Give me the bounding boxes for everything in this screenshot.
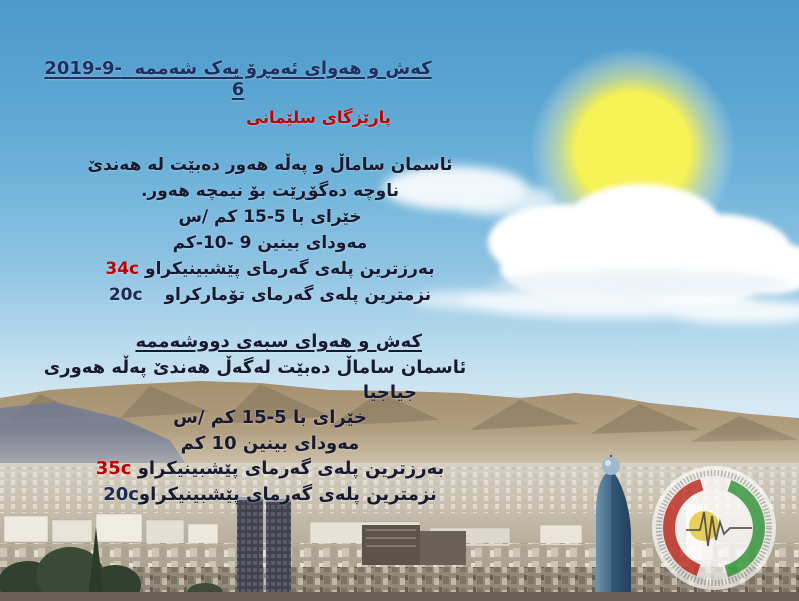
today-sky-line1: ئاسمان ساماڵ و پەڵە هەور دەبێت لە هەندێ bbox=[87, 155, 453, 175]
today-heading bbox=[40, 58, 436, 100]
tomorrow-heading: کەش و هەوای سبەی دووشەممە bbox=[135, 331, 422, 352]
construction-buildings bbox=[362, 525, 466, 565]
today-visibility-num: 9 bbox=[239, 233, 252, 253]
province-label: پارێزگای سلێمانی bbox=[246, 108, 391, 127]
today-wind-range: 15-5 bbox=[243, 207, 286, 227]
today-heading-text: کەش و هەوای ئەمڕۆ یەک شەممە bbox=[134, 58, 432, 79]
today-min-temp-line: نزمترین پلەی گەرمای تۆمارکراو 20c bbox=[108, 285, 432, 305]
today-sky-line2: ناوچە دەگۆڕێت بۆ نیمچە هەور. bbox=[140, 181, 400, 201]
today-max-temp-value: 34c bbox=[105, 259, 140, 279]
tomorrow-forecast-block bbox=[60, 405, 480, 507]
today-min-temp-value: 20c bbox=[108, 285, 143, 305]
tomorrow-sky-line2: جیاجیا bbox=[362, 382, 417, 403]
today-forecast-block bbox=[60, 152, 480, 308]
tomorrow-max-temp-line: بەرزترین پلەی گەرمای پێشبینیکراو 35c bbox=[95, 458, 445, 479]
tomorrow-wind-range: 15-5 bbox=[241, 407, 287, 428]
tomorrow-min-temp-line: نزمترین پلەی گەرمای پێشبینیکراو20c bbox=[103, 483, 437, 505]
today-wind-line: خێرای با 15-5 کم /س bbox=[178, 207, 362, 227]
today-visibility-range: -10- bbox=[195, 233, 234, 253]
today-visibility-line: مەودای بینین 9 -10-کم bbox=[172, 233, 368, 253]
today-max-temp-line: بەرزترین پلەی گەرمای پێشبینیکراو 34c bbox=[105, 259, 435, 279]
meteorology-seismology-emblem bbox=[648, 462, 780, 594]
tomorrow-min-temp-value: 20c bbox=[103, 483, 139, 505]
tomorrow-wind-line: خێرای با 15-5 کم /س bbox=[173, 407, 367, 428]
tomorrow-sky-line1: ئاسمان ساماڵ دەبێت لەگەڵ هەندێ پەڵە هەوری bbox=[43, 357, 467, 378]
tomorrow-visibility-num: 10 bbox=[211, 432, 237, 454]
today-date: 2019-9-6 bbox=[44, 58, 245, 100]
tomorrow-visibility-line: مەودای بینین 10 کم bbox=[180, 432, 360, 454]
tomorrow-max-temp-value: 35c bbox=[95, 458, 132, 479]
